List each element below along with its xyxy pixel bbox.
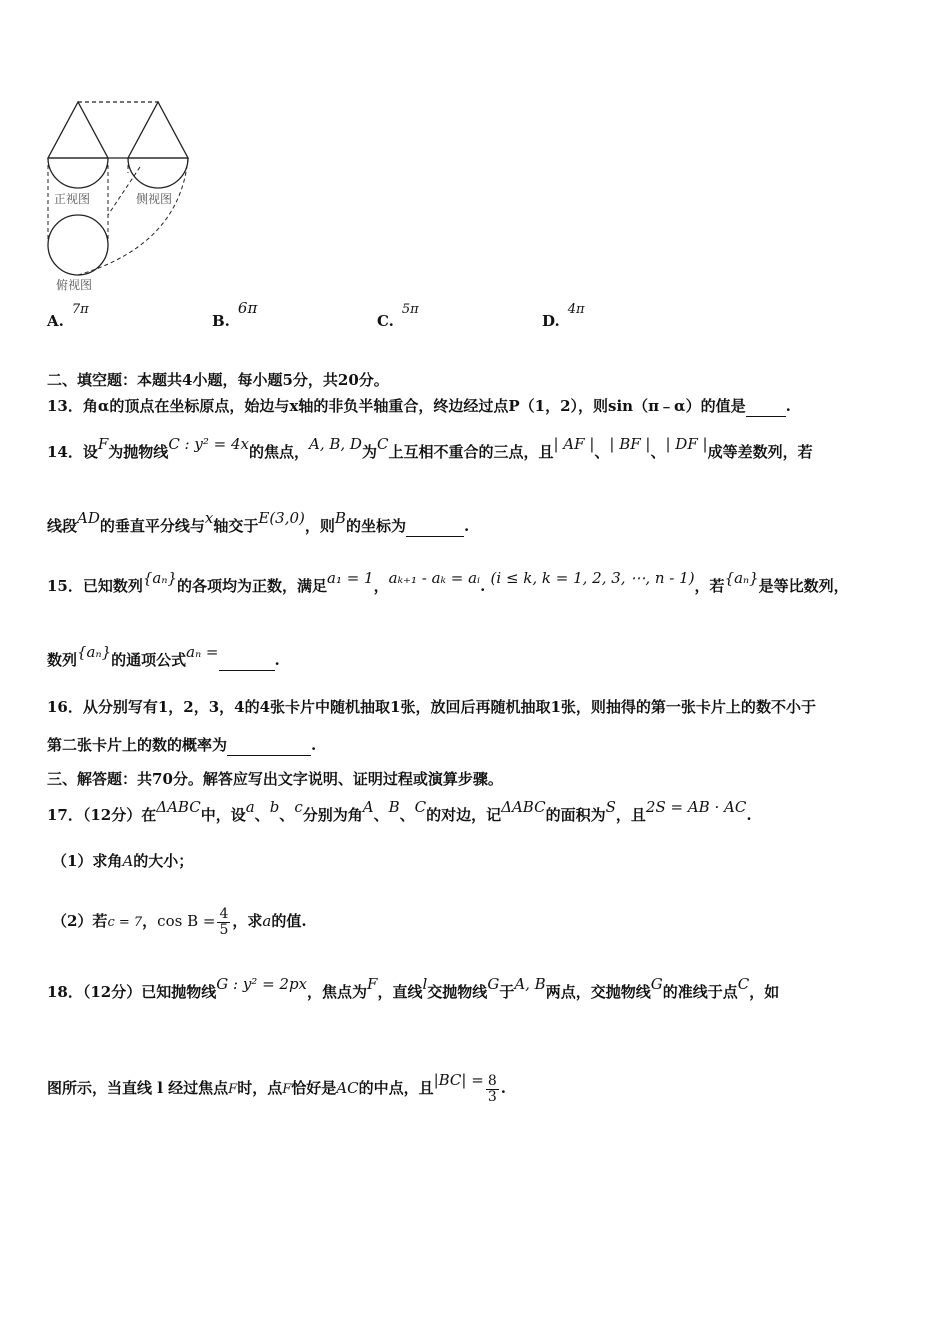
q16-answer-blank[interactable] bbox=[227, 735, 311, 756]
q15-answer-blank[interactable] bbox=[219, 650, 275, 671]
question-18-line-1: 18．（12分）已知抛物线G : y² = 2px，焦点为F，直线l交抛物线G于A, B两点，交抛物线G的准线于点C，如 bbox=[47, 975, 780, 1001]
question-15-line-1: 15．已知数列{aₙ}的各项均为正数，满足a₁ = 1，aₖ₊₁ - aₖ = aᵢ. (i ≤ k, k = 1, 2, 3, ⋯, n - 1)，若{aₙ}是等比数列， bbox=[47, 569, 849, 595]
question-14-line-1: 14．设F为抛物线C : y² = 4x的焦点，A, B, D为C上互相不重合的三点，且| AF |、| BF |、| DF |成等差数列，若 bbox=[47, 435, 813, 461]
choice-b-value: 6π bbox=[237, 299, 258, 317]
front-view-label: 正视图 bbox=[54, 192, 91, 206]
question-17-part-2: （2）若c = 7，cos B = $\frac{4}{5}$ ，求a的值. bbox=[52, 905, 307, 938]
question-18-line-2: 图所示，当直线 l 经过焦点F时，点F恰好是AC的中点，且|BC| = $\frac{8}{3}$ . bbox=[47, 1071, 506, 1105]
q14-parabola-eq: C : y² = 4x bbox=[168, 435, 249, 453]
q13-answer-blank[interactable] bbox=[746, 396, 786, 417]
section-2-heading: 二、填空题：本题共4小题，每小题5分，共20分。 bbox=[47, 371, 389, 389]
question-15-line-2: 数列{aₙ}的通项公式aₙ = . bbox=[47, 643, 280, 669]
bc-fraction: $\frac{8}{3}$ bbox=[487, 1072, 497, 1105]
choice-d[interactable]: D.4π bbox=[542, 302, 585, 330]
question-17-part-1: （1）求角A的大小； bbox=[52, 852, 194, 870]
question-14-line-2: 线段AD的垂直平分线与x轴交于E(3,0)，则B的坐标为 . bbox=[47, 509, 470, 535]
q17-area-equation: 2S = AB · AC bbox=[645, 798, 747, 816]
question-16-line-1: 16．从分别写有1，2，3，4的4张卡片中随机抽取1张，放回后再随机抽取1张，则抽得的第一张卡片上的数不小于 bbox=[47, 698, 816, 716]
choice-c[interactable]: C.5π bbox=[377, 302, 419, 330]
choice-b[interactable]: B.6π bbox=[212, 299, 258, 330]
choice-c-value: 5π bbox=[401, 302, 419, 317]
three-view-drawing bbox=[40, 95, 210, 295]
choice-a-value: 7π bbox=[71, 302, 89, 317]
question-17: 17．（12分）在ΔABC中，设a、b、c分别为角A、B、C的对边，记ΔABC的面积为S，且2S = AB · AC. bbox=[47, 798, 752, 824]
q14-answer-blank[interactable] bbox=[406, 516, 464, 537]
cos-b-fraction: $\frac{4}{5}$ bbox=[219, 905, 229, 938]
side-view-label: 侧视图 bbox=[136, 192, 173, 206]
question-13: 13．角α的顶点在坐标原点，始边与x轴的非负半轴重合，终边经过点P（1，2），则sin（π﹣α）的值是 . bbox=[47, 397, 791, 415]
three-view-figure bbox=[40, 95, 210, 295]
answer-choices bbox=[0, 299, 950, 342]
question-16-line-2: 第二张卡片上的数的概率为 . bbox=[47, 736, 317, 754]
top-view-label: 俯视图 bbox=[56, 278, 93, 292]
q13-text: 13．角α的顶点在坐标原点，始边与x轴的非负半轴重合，终边经过点P（1，2），则sin（π﹣α）的值是 bbox=[47, 397, 746, 415]
choice-d-value: 4π bbox=[567, 302, 585, 317]
section-3-heading: 三、解答题：共70分。解答应写出文字说明、证明过程或演算步骤。 bbox=[47, 770, 503, 788]
q18-parabola-eq: G : y² = 2px bbox=[216, 975, 308, 993]
choice-a[interactable]: A.7π bbox=[47, 302, 89, 330]
